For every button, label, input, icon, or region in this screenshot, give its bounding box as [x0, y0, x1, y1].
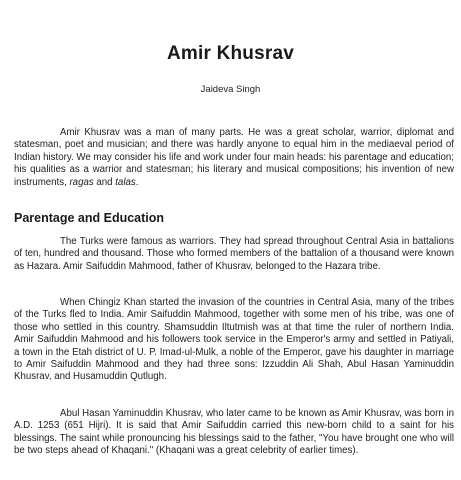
intro-end: .: [135, 176, 139, 188]
intro-text: Amir Khusrav was a man of many parts. He was a great scholar, warrior, diplomat and statesman, poet and musician; and there was hardly anyone to equal him in the mediaeval period of Indian history. We may consider his life and work under four main heads: his parentage and education; his qualities as a warrior and statesman; his literary and musical compositions; his invention of new instruments,: [14, 127, 454, 188]
section-heading: Parentage and Education: [14, 211, 165, 225]
intro-italic-ragas: ragas: [69, 176, 94, 188]
paragraph-chingiz-khan: When Chingiz Khan started the invasion of the countries in Central Asia, many of the tribes of the Turks fled to India. Amir Saifuddin Mahmood, together with some men of his tribe, was one of those who settled in this country. Shamsuddin Iltutmish was at that time the ruler of northern India. Amir Saifuddin Mahmood and his followers took service in the Emperor's army and settled in Patiyali, a town in the Etah district of U. P. Imad-ul-Mulk, a noble of the Emperor, gave his daughter in marriage to Amir Saifuddin Mahmood and they had three sons: Izzuddin Ali Shah, Abul Hasan Yaminuddin Khusrav, and Husamuddin Qutlugh.: [14, 297, 454, 383]
article-title: Amir Khusrav: [167, 42, 294, 64]
author-name: Jaideva Singh: [200, 84, 261, 95]
paragraph-turks: The Turks were famous as warriors. They had spread throughout Central Asia in battalions of ten, hundred and thousand. Those who formed members of the battalion of a thousand were known as Hazara. Amir Saifuddin Mahmood, father of Khusrav, belonged to the Hazara tribe.: [14, 236, 454, 272]
intro-paragraph: [14, 127, 454, 189]
intro-conjunction: and: [93, 176, 116, 188]
intro-italic-talas: talas: [115, 176, 136, 188]
paragraph-birth: Abul Hasan Yaminuddin Khusrav, who later came to be known as Amir Khusrav, was born in A.D. 1253 (651 Hijri). It is said that Amir Saifuddin carried this new-born child to a saint for his blessings. The saint while pronouncing his blessings said to the father, "You have brought one who will be two steps ahead of Khaqani." (Khaqani was a great celebrity of earlier times).: [14, 408, 454, 457]
